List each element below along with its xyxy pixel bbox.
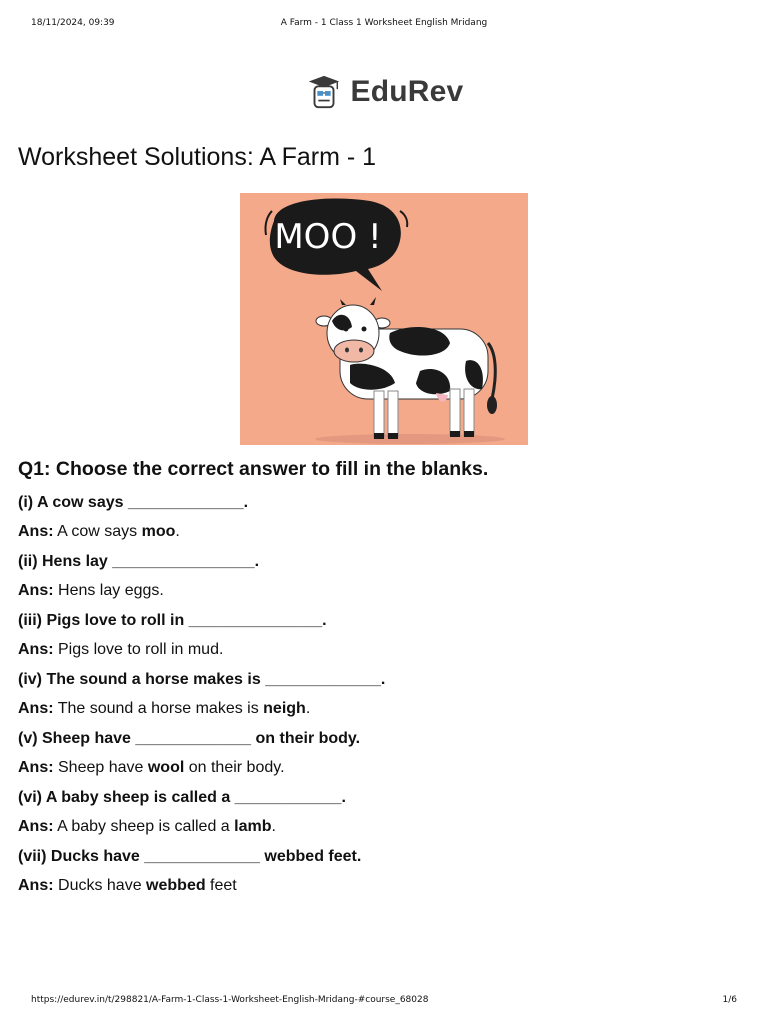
graduation-cap-icon (305, 73, 343, 111)
cow-illustration (240, 193, 528, 445)
print-datetime: 18/11/2024, 09:39 (31, 18, 115, 28)
answer-label: Ans: (18, 641, 54, 658)
question-heading: Q1: Choose the correct answer to fill in the blanks. (18, 458, 489, 480)
answer-3 (18, 641, 223, 659)
question-6: (vi) A baby sheep is called a ____________. (18, 789, 346, 806)
answer-text: Hens lay eggs. (53, 582, 164, 599)
question-4: (iv) The sound a horse makes is _____________. (18, 671, 386, 688)
edurev-logo[interactable] (0, 72, 768, 112)
answer-text-end: . (305, 700, 311, 717)
answer-label: Ans: (18, 700, 54, 717)
answer-label: Ans: (18, 877, 54, 894)
answer-label: Ans: (18, 818, 54, 835)
answer-1 (18, 523, 180, 541)
print-header (31, 18, 737, 30)
answer-text-end: feet (205, 877, 237, 894)
answer-bold: moo (141, 523, 176, 540)
answer-6 (18, 818, 276, 836)
answer-4 (18, 700, 310, 718)
print-doc-title: A Farm - 1 Class 1 Worksheet English Mridang (280, 18, 488, 28)
answer-text: A cow says (53, 523, 142, 540)
answer-bold: lamb (234, 818, 272, 835)
question-7: (vii) Ducks have _____________ webbed feet. (18, 848, 362, 865)
answer-text: Sheep have (53, 759, 148, 776)
answer-text-end: on their body. (184, 759, 285, 776)
answer-bold: webbed (146, 877, 206, 894)
page-title: Worksheet Solutions: A Farm - 1 (18, 143, 377, 171)
answer-7 (18, 877, 237, 895)
answer-label: Ans: (18, 759, 54, 776)
answer-bold: neigh (263, 700, 306, 717)
question-3: (iii) Pigs love to roll in _______________. (18, 612, 327, 629)
answer-text: The sound a horse makes is (53, 700, 264, 717)
question-1: (i) A cow says _____________. (18, 494, 249, 511)
answer-2 (18, 582, 164, 600)
answer-text: Pigs love to roll in mud. (53, 641, 224, 658)
answer-bold: wool (147, 759, 185, 776)
answer-text: Ducks have (53, 877, 147, 894)
answer-label: Ans: (18, 523, 54, 540)
answer-text: A baby sheep is called a (53, 818, 235, 835)
answer-text-end: . (271, 818, 276, 835)
answer-text-end: . (175, 523, 180, 540)
print-footer (31, 995, 737, 1007)
answer-label: Ans: (18, 582, 54, 599)
question-5: (v) Sheep have _____________ on their body. (18, 730, 361, 747)
question-2: (ii) Hens lay ________________. (18, 553, 260, 570)
page-number: 1/6 (722, 995, 737, 1005)
footer-url[interactable]: https://edurev.in/t/298821/A-Farm-1-Class-1-Worksheet-English-Mridang-#course_68028 (31, 995, 429, 1005)
logo-text: EduRev (350, 75, 464, 108)
answer-5 (18, 759, 285, 777)
speech-text: MOO ! (274, 217, 382, 257)
